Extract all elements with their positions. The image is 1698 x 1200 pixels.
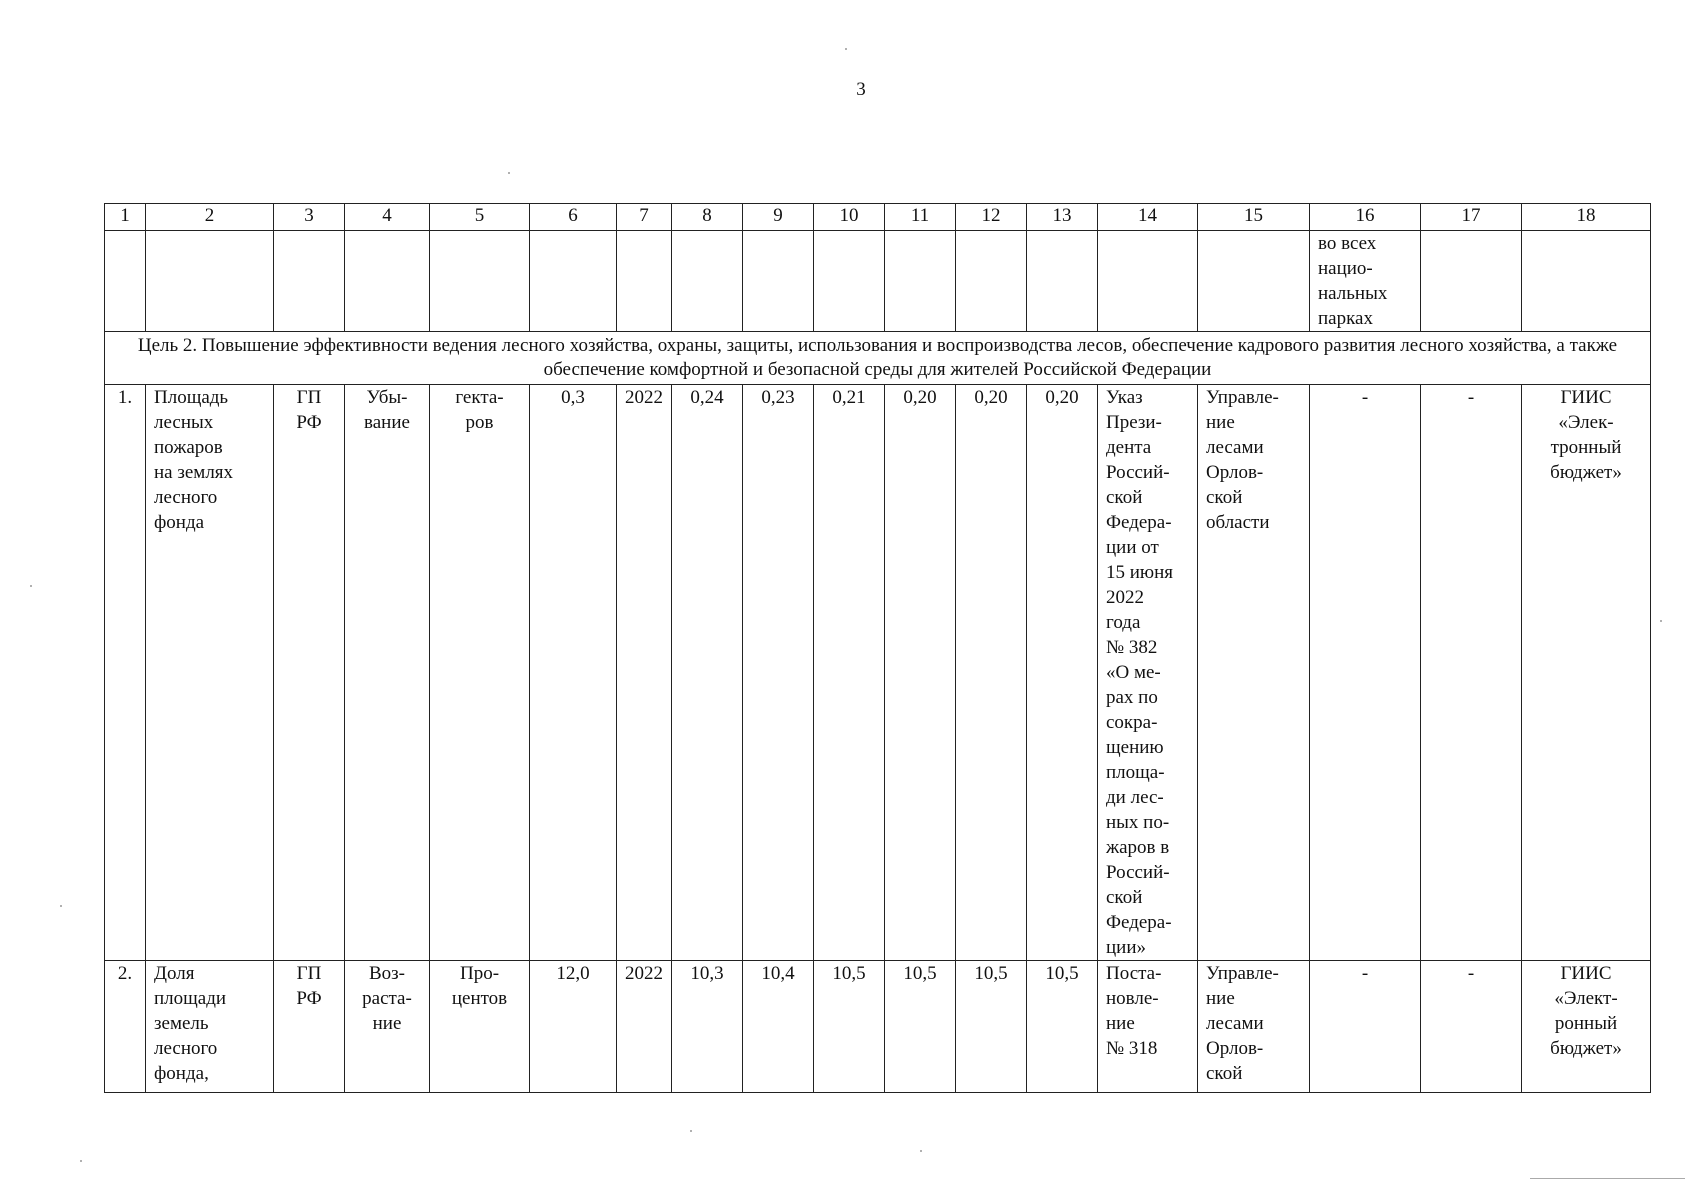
row-number: 2.	[105, 961, 146, 1093]
value-col12: 0,20	[956, 385, 1027, 961]
column-number: 13	[1027, 204, 1098, 231]
col16-value: -	[1310, 961, 1421, 1093]
value-col10: 10,5	[814, 961, 885, 1093]
responsible-body: Управле- ние лесами Орлов- ской	[1198, 961, 1310, 1093]
value-col11: 10,5	[885, 961, 956, 1093]
scan-speck	[80, 1160, 82, 1162]
continuation-row	[105, 231, 1651, 332]
column-number: 5	[430, 204, 530, 231]
data-source: ГИИС «Элек- тронный бюджет»	[1522, 385, 1651, 961]
indicator-direction: Воз- раста- ние	[345, 961, 430, 1093]
value-col9: 10,4	[743, 961, 814, 1093]
value-col12: 10,5	[956, 961, 1027, 1093]
indicator-level: ГП РФ	[274, 961, 345, 1093]
indicator-unit: Про- центов	[430, 961, 530, 1093]
scan-speck	[60, 905, 62, 907]
indicator-name: Площадь лесных пожаров на землях лесного фонда	[146, 385, 274, 961]
column-number: 18	[1522, 204, 1651, 231]
continuation-cell: во всех нацио- нальных парках	[1310, 231, 1421, 332]
base-year: 2022	[617, 961, 672, 1093]
value-col13: 0,20	[1027, 385, 1098, 961]
column-number-row	[105, 204, 1651, 231]
row-number: 1.	[105, 385, 146, 961]
scan-speck	[30, 585, 32, 587]
base-value: 12,0	[530, 961, 617, 1093]
column-number: 12	[956, 204, 1027, 231]
column-number: 15	[1198, 204, 1310, 231]
data-source: ГИИС «Элект- ронный бюджет»	[1522, 961, 1651, 1093]
page-number: 3	[856, 79, 866, 100]
scan-speck	[1660, 620, 1662, 622]
legal-document: Поста- новле- ние № 318	[1098, 961, 1198, 1093]
indicators-table	[104, 203, 1651, 1093]
col16-value: -	[1310, 385, 1421, 961]
goal-heading: Цель 2. Повышение эффективности ведения лесного хозяйства, охраны, защиты, использования и воспроизводства лесов, обеспечение кадрового развития лесного хозяйства, а также обеспечение комфортной и безопасной среды для жителей Российской Федерации	[105, 332, 1651, 385]
value-col8: 10,3	[672, 961, 743, 1093]
column-number: 6	[530, 204, 617, 231]
value-col10: 0,21	[814, 385, 885, 961]
table-row	[105, 385, 1651, 961]
value-col9: 0,23	[743, 385, 814, 961]
column-number: 9	[743, 204, 814, 231]
scan-stroke	[1530, 1178, 1685, 1179]
value-col11: 0,20	[885, 385, 956, 961]
column-number: 14	[1098, 204, 1198, 231]
scan-speck	[845, 48, 847, 50]
scan-speck	[508, 172, 510, 174]
column-number: 11	[885, 204, 956, 231]
column-number: 8	[672, 204, 743, 231]
column-number: 16	[1310, 204, 1421, 231]
goal-row	[105, 332, 1651, 385]
column-number: 10	[814, 204, 885, 231]
column-number: 1	[105, 204, 146, 231]
column-number: 3	[274, 204, 345, 231]
column-number: 4	[345, 204, 430, 231]
column-number: 7	[617, 204, 672, 231]
column-number: 2	[146, 204, 274, 231]
column-number: 17	[1421, 204, 1522, 231]
scan-speck	[690, 1130, 692, 1132]
scan-speck	[920, 1150, 922, 1152]
indicator-unit: гекта- ров	[430, 385, 530, 961]
base-year: 2022	[617, 385, 672, 961]
value-col8: 0,24	[672, 385, 743, 961]
table-row	[105, 961, 1651, 1093]
col17-value: -	[1421, 385, 1522, 961]
responsible-body: Управле- ние лесами Орлов- ской области	[1198, 385, 1310, 961]
legal-document: Указ Прези- дента Россий- ской Федера- ции от 15 июня 2022 года № 382 «О ме- рах по сокра- щению площа- ди лес- ных по- жаров в Россий- ской Федера- ции»	[1098, 385, 1198, 961]
indicator-direction: Убы- вание	[345, 385, 430, 961]
base-value: 0,3	[530, 385, 617, 961]
value-col13: 10,5	[1027, 961, 1098, 1093]
indicator-name: Доля площади земель лесного фонда,	[146, 961, 274, 1093]
indicator-level: ГП РФ	[274, 385, 345, 961]
col17-value: -	[1421, 961, 1522, 1093]
